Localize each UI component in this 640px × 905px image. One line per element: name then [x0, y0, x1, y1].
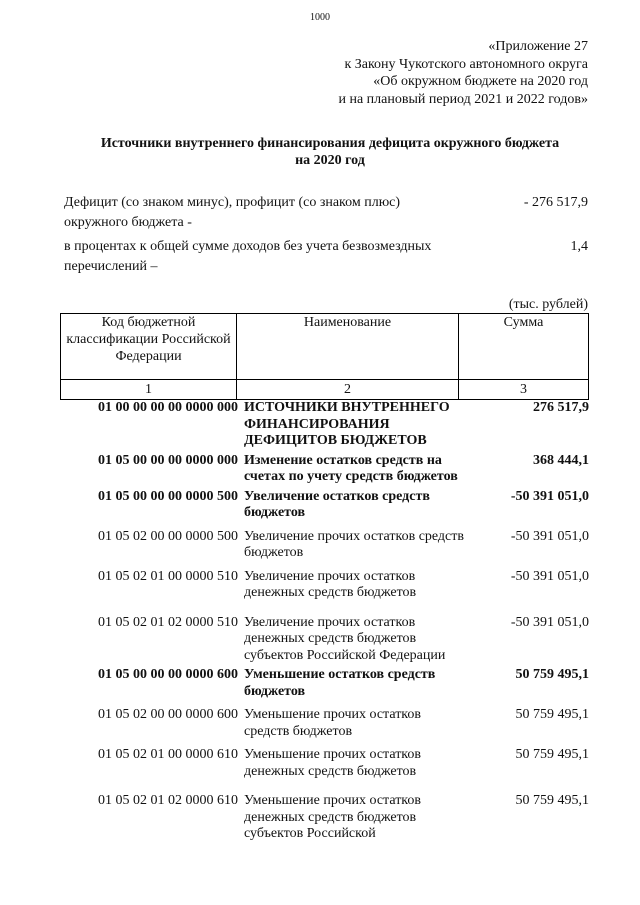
table-row — [60, 453, 589, 486]
table-header — [60, 313, 589, 400]
deficit-value: - 276 517,9 — [523, 195, 588, 210]
header-name: Наименование — [237, 314, 459, 380]
row-name: Увеличение прочих остатков денежных средств бюджетов субъектов Российской Федерации — [244, 614, 446, 663]
row-amount: 368 444,1 — [533, 452, 589, 468]
appendix-line: «Об окружном бюджете на 2020 год — [373, 74, 588, 89]
row-name: Увеличение остатков средств бюджетов — [244, 488, 430, 520]
header-code: Код бюджетной классификации Российской Федерации — [61, 314, 237, 380]
row-code: 01 05 02 00 00 0000 500 — [98, 528, 238, 544]
row-code: 01 05 00 00 00 0000 600 — [98, 667, 238, 682]
row-name: Уменьшение остатков средств бюджетов — [244, 667, 436, 699]
row-amount: -50 391 051,0 — [510, 488, 589, 504]
row-code: 01 05 02 01 00 0000 510 — [98, 568, 238, 584]
row-code: 01 00 00 00 00 0000 000 — [98, 400, 238, 415]
column-number: 2 — [237, 380, 459, 400]
row-amount: 50 759 495,1 — [515, 793, 589, 808]
row-amount: 50 759 495,1 — [515, 667, 589, 682]
table-row — [60, 747, 589, 780]
row-code: 01 05 02 00 00 0000 600 — [98, 707, 238, 722]
percent-label: в процентах к общей сумме доходов без учета безвозмездных перечислений – — [64, 239, 432, 274]
row-amount: 276 517,9 — [533, 400, 589, 415]
row-name: Увеличение прочих остатков денежных средств бюджетов — [244, 568, 417, 600]
row-name: Уменьшение прочих остатков денежных средств бюджетов субъектов Российской — [244, 793, 422, 841]
table-body — [60, 400, 589, 843]
row-name: ИСТОЧНИКИ ВНУТРЕННЕГО ФИНАНСИРОВАНИЯ ДЕФИЦИТОВ БЮДЖЕТОВ — [244, 400, 450, 448]
row-name: Уменьшение прочих остатков денежных средств бюджетов — [244, 747, 422, 779]
header-amount: Сумма — [459, 314, 589, 380]
row-amount: 50 759 495,1 — [515, 747, 589, 762]
table-row — [60, 400, 589, 450]
table-row — [60, 707, 589, 740]
row-name: Уменьшение прочих остатков средств бюджетов — [244, 707, 422, 739]
appendix-line: к Закону Чукотского автономного округа — [344, 56, 588, 72]
title-line: Источники внутреннего финансирования дефицита окружного бюджета — [100, 136, 560, 151]
row-code: 01 05 02 01 02 0000 510 — [98, 614, 238, 630]
row-code: 01 05 02 01 00 0000 610 — [98, 747, 238, 762]
table-row — [60, 569, 589, 602]
units-label: (тыс. рублей) — [508, 297, 588, 312]
table-row — [60, 667, 589, 700]
table-row — [60, 529, 589, 562]
row-code: 01 05 02 01 02 0000 610 — [98, 793, 238, 808]
deficit-row — [64, 193, 588, 233]
column-number: 1 — [61, 380, 237, 400]
percent-value: 1,4 — [570, 239, 588, 254]
appendix-block — [338, 38, 588, 108]
appendix-line: и на плановый период 2021 и 2022 годов» — [338, 91, 588, 107]
table-row — [60, 793, 589, 843]
row-amount: -50 391 051,0 — [510, 528, 589, 544]
percent-row — [64, 237, 588, 277]
table-row — [60, 615, 589, 665]
row-name: Увеличение прочих остатков средств бюджетов — [244, 528, 465, 560]
column-number: 3 — [459, 380, 589, 400]
row-amount: 50 759 495,1 — [515, 707, 589, 722]
appendix-line: «Приложение 27 — [488, 39, 588, 54]
row-amount: -50 391 051,0 — [510, 614, 589, 630]
document-title — [60, 135, 600, 169]
deficit-label: Дефицит (со знаком минус), профицит (со знаком плюс) окружного бюджета - — [64, 195, 401, 230]
row-amount: -50 391 051,0 — [510, 568, 589, 584]
budget-summary — [64, 193, 588, 281]
page-number: 1000 — [310, 12, 330, 23]
title-line: на 2020 год — [295, 153, 365, 168]
table-row — [60, 489, 589, 522]
row-name: Изменение остатков средств на счетах по учету средств бюджетов — [244, 452, 458, 484]
row-code: 01 05 00 00 00 0000 000 — [98, 452, 238, 468]
row-code: 01 05 00 00 00 0000 500 — [98, 488, 238, 504]
